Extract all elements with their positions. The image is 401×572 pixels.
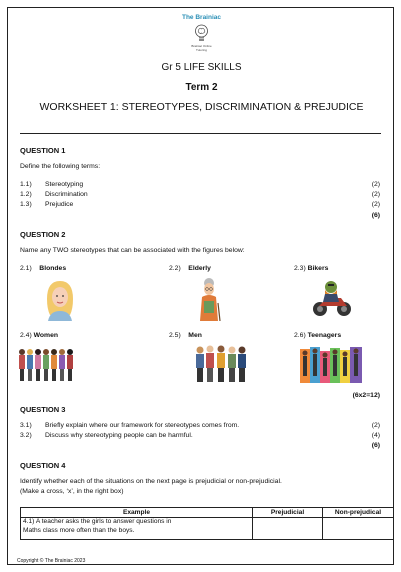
q1-instruction: Define the following terms:	[20, 163, 101, 170]
table-header-row	[21, 508, 394, 518]
figure-label-women: 2.4) Women	[20, 332, 59, 339]
q1-item-num: 1.3)	[20, 201, 32, 208]
q1-item-text: Prejudice	[45, 201, 74, 208]
q3-item-text: Briefly explain where our framework for stereotypes comes from.	[45, 422, 240, 429]
situations-table	[20, 507, 394, 540]
q1-heading: QUESTION 1	[20, 146, 66, 155]
column-header: Example	[21, 508, 253, 518]
q3-heading: QUESTION 3	[20, 405, 66, 414]
prejudicial-answer-box[interactable]	[253, 518, 323, 540]
term-heading: Term 2	[185, 82, 218, 93]
q2-instruction: Name any TWO stereotypes that can be associated with the figures below:	[20, 247, 245, 254]
divider	[20, 133, 381, 134]
logo-caption: Brainiac Online Tutoring	[191, 44, 212, 52]
figure-label-teenagers: 2.6) Teenagers	[294, 332, 342, 339]
q1-total: (6)	[371, 212, 380, 219]
column-header: Prejudicial	[253, 508, 323, 518]
q1-item-mark: (2)	[371, 181, 380, 188]
q3-item-mark: (4)	[371, 432, 380, 439]
q2-heading: QUESTION 2	[20, 230, 66, 239]
worksheet-title: WORKSHEET 1: STEREOTYPES, DISCRIMINATION & PREJUDICE	[39, 101, 364, 113]
women-group-image	[17, 347, 77, 388]
q1-item-text: Stereotyping	[45, 181, 84, 188]
q4-instruction: Identify whether each of the situations on the next page is prejudicial or non-prejudicial.	[20, 478, 282, 485]
q1-item-num: 1.1)	[20, 181, 32, 188]
q3-item-num: 3.1)	[20, 422, 32, 429]
table-row	[21, 518, 394, 540]
figure-label-bikers: 2.3) Bikers	[294, 265, 329, 272]
blonde-woman-image	[42, 279, 78, 326]
q3-total: (6)	[371, 442, 380, 449]
elderly-woman-image	[196, 277, 222, 326]
figure-label-blondes: 2.1) Blondes	[20, 265, 67, 272]
q1-item-text: Discrimination	[45, 191, 88, 198]
figure-label-elderly: 2.2) Elderly	[169, 265, 211, 272]
non-prejudicial-answer-box[interactable]	[323, 518, 394, 540]
q3-item-mark: (2)	[371, 422, 380, 429]
q4-heading: QUESTION 4	[20, 461, 66, 470]
column-header: Non-prejudical	[323, 508, 394, 518]
q4-instruction-note: (Make a cross, ‘x’, in the right box)	[20, 488, 124, 495]
q2-total: (6x2=12)	[352, 392, 380, 399]
men-group-image	[194, 344, 248, 389]
q1-item-num: 1.2)	[20, 191, 32, 198]
q1-item-mark: (2)	[371, 201, 380, 208]
biker-image	[311, 278, 353, 323]
example-cell: 4.1) A teacher asks the girls to answer questions in Maths class more often than the boys.	[21, 518, 253, 540]
q3-item-text: Discuss why stereotyping people can be harmful.	[45, 432, 193, 439]
worksheet-page	[7, 7, 394, 565]
q1-item-mark: (2)	[371, 191, 380, 198]
figure-label-men: 2.5) Men	[169, 332, 202, 339]
q3-item-num: 3.2)	[20, 432, 32, 439]
grade-heading: Gr 5 LIFE SKILLS	[161, 62, 242, 73]
brand-name: The Brainiac	[181, 14, 221, 21]
teenagers-image	[300, 345, 364, 392]
copyright-footer: Copyright © The Brainiac 2023	[17, 558, 86, 564]
